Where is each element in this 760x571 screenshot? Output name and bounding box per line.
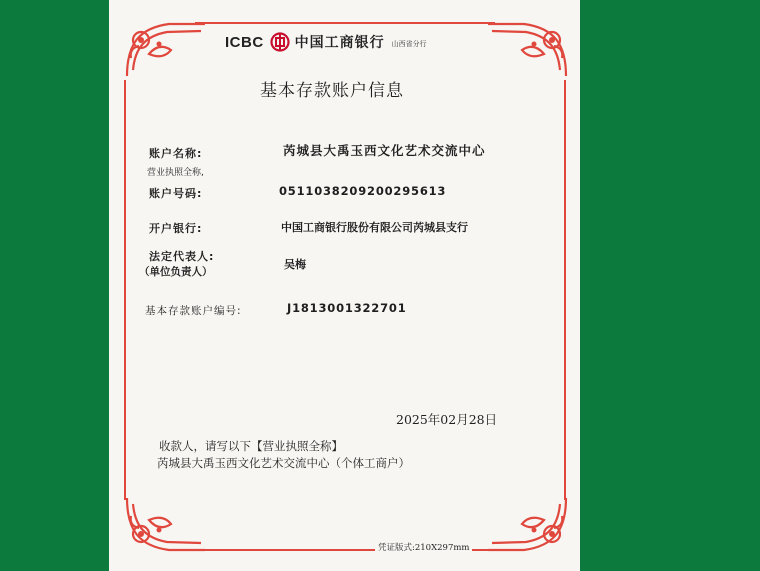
note-line-2: 芮城县大禹玉西文化艺术交流中心（个体工商户）: [157, 456, 410, 470]
account-name-sub: 营业执照全称,: [147, 168, 204, 178]
account-number-value: 0511038209200295613: [279, 184, 447, 198]
document-title: 基本存款账户信息: [260, 81, 404, 101]
account-name-label: 账户名称:: [149, 147, 203, 160]
corner-ornament-bottom-right: [484, 490, 574, 560]
certificate-document: [109, 0, 580, 571]
account-name-value: 芮城县大禹玉西文化艺术交流中心: [283, 143, 486, 158]
icbc-logo-icon: [270, 32, 290, 52]
bank-name-en: ICBC: [225, 33, 264, 51]
opening-bank-value: 中国工商银行股份有限公司芮城县支行: [281, 221, 468, 234]
legal-rep-sub: （单位负责人）: [139, 266, 213, 278]
note-line-1: 收款人，请写以下【营业执照全称】: [159, 439, 343, 453]
bank-branch: 山西省分行: [391, 40, 427, 48]
issue-date: 2025年02月28日: [396, 412, 498, 427]
account-number-label: 账户号码:: [149, 187, 203, 200]
bank-header: [225, 30, 427, 54]
basic-account-no-value: J1813001322701: [287, 301, 407, 315]
border-left: [124, 80, 126, 500]
opening-bank-label: 开户银行:: [149, 222, 203, 235]
legal-rep-label: 法定代表人:: [149, 250, 215, 263]
border-top: [195, 22, 495, 24]
bank-name-cn: 中国工商银行: [294, 35, 385, 51]
basic-account-no-label: 基本存款账户编号:: [145, 305, 242, 317]
corner-ornament-top-right: [484, 14, 574, 84]
corner-ornament-bottom-left: [119, 490, 209, 560]
border-right: [564, 80, 566, 500]
legal-rep-value: 吴梅: [284, 258, 306, 271]
footer-format: 凭证版式:210X297mm: [375, 541, 472, 553]
corner-ornament-top-left: [119, 14, 209, 84]
